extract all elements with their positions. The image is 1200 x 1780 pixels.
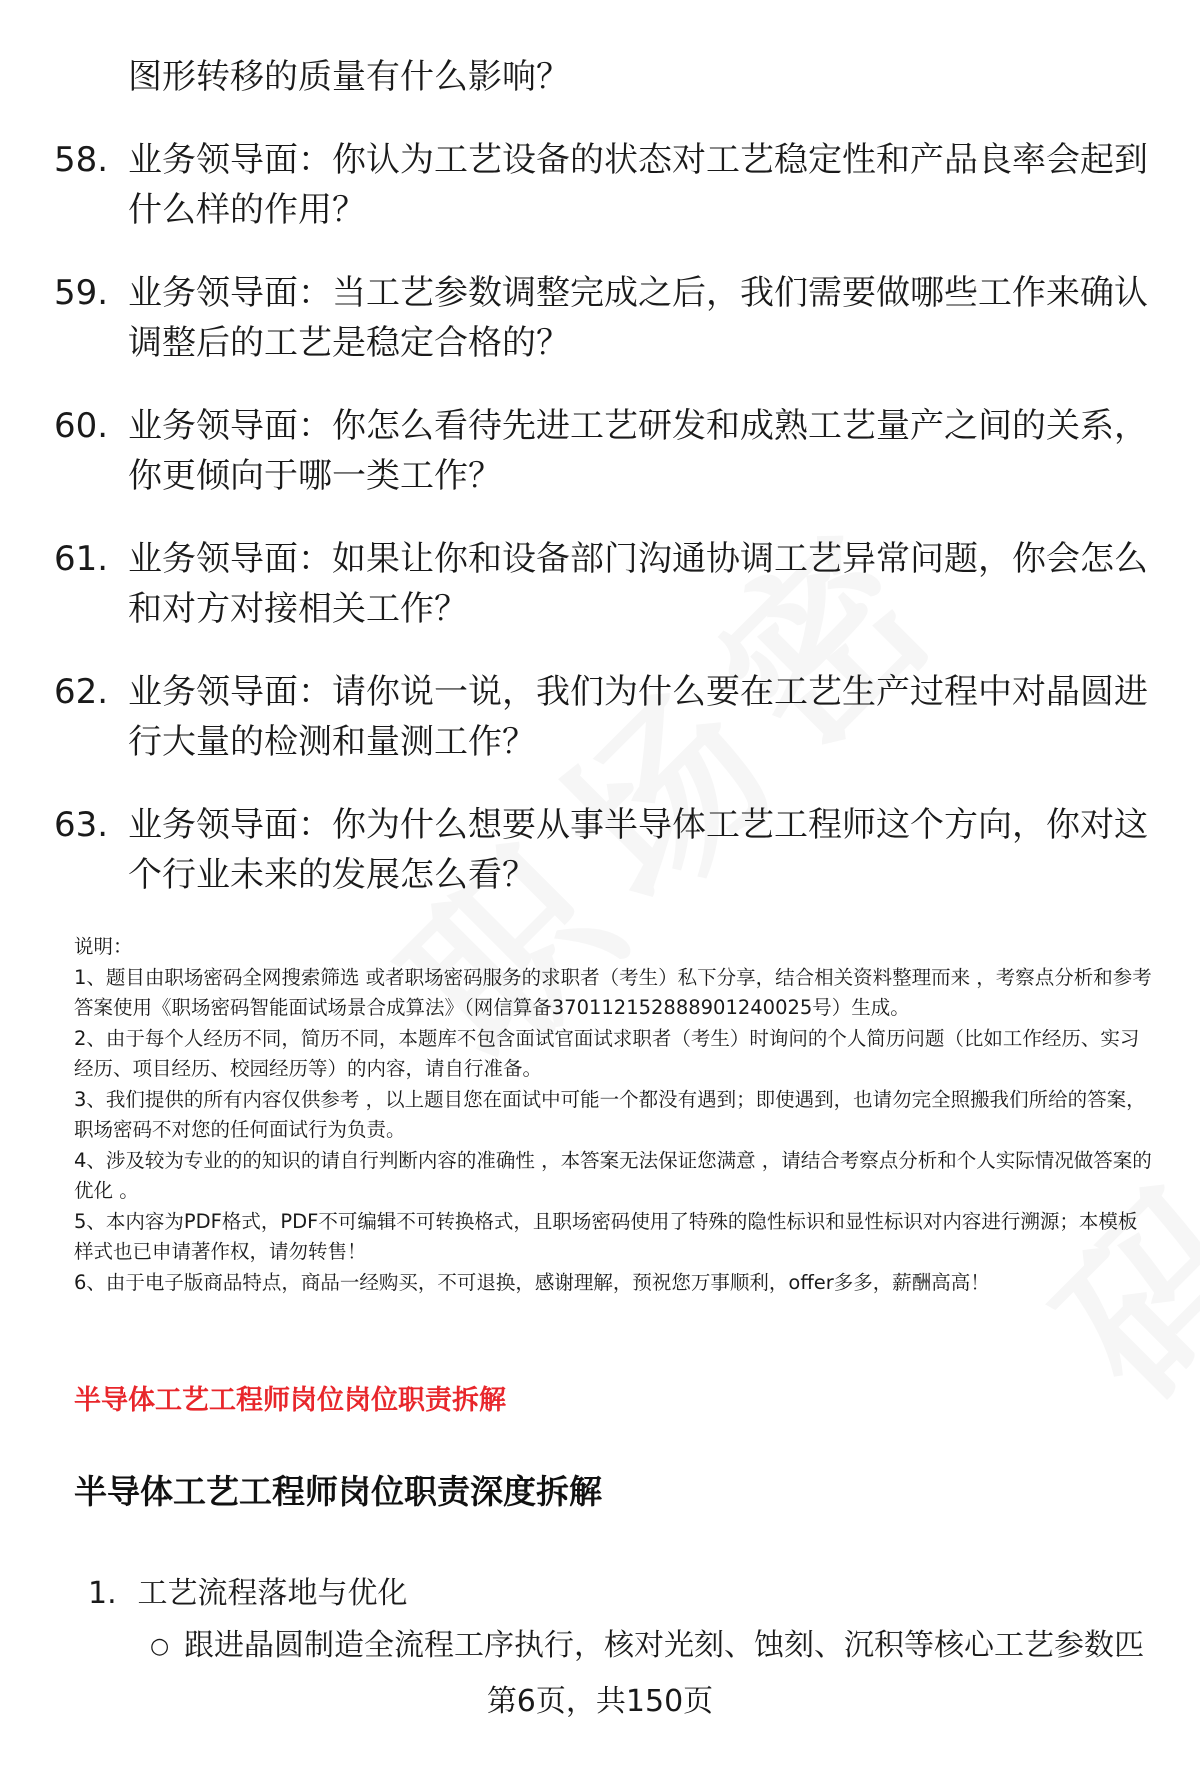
question-continuation: 图形转移的质量有什么影响？: [128, 57, 570, 97]
question-text: 业务领导面：你为什么想要从事半导体工艺工程师这个方向，你对这个行业未来的发展怎么看？: [128, 805, 1148, 895]
question-item: [0, 667, 1158, 767]
notes-title: 说明：: [74, 935, 133, 958]
note-item: 2、由于每个人经历不同，简历不同，本题库不包含面试官面试求职者（考生）时询问的个人简历问题（比如工作经历、实习经历、项目经历、校园经历等）的内容，请自行准备。: [74, 1026, 1140, 1080]
question-item: [0, 268, 1158, 368]
question-text: 业务领导面：请你说一说，我们为什么要在工艺生产过程中对晶圆进行大量的检测和量测工作？: [128, 672, 1148, 762]
disclaimer-notes: [74, 932, 1154, 1298]
note-item: 5、本内容为PDF格式，PDF不可编辑不可转换格式，且职场密码使用了特殊的隐性标识和显性标识对内容进行溯源；本模板样式也已申请著作权，请勿转售！: [74, 1209, 1138, 1263]
list-number: 1.: [88, 1576, 117, 1611]
red-section-heading: 半导体工艺工程师岗位岗位职责拆解: [74, 1385, 506, 1416]
question-number: 62.: [54, 672, 109, 712]
section-title: 半导体工艺工程师岗位职责深度拆解: [74, 1472, 602, 1511]
question-text: 业务领导面：你怎么看待先进工艺研发和成熟工艺量产之间的关系，你更倾向于哪一类工作？: [128, 406, 1148, 496]
question-list: [0, 52, 1200, 900]
list-item-text: 工艺流程落地与优化: [137, 1576, 408, 1611]
question-item: [0, 135, 1158, 235]
note-item: 3、我们提供的所有内容仅供参考 ，以上题目您在面试中可能一个都没有遇到；即使遇到，也请勿完全照搬我们所给的答案，职场密码不对您的任何面试行为负责。: [74, 1087, 1146, 1141]
question-text: 业务领导面：当工艺参数调整完成之后，我们需要做哪些工作来确认调整后的工艺是稳定合格的？: [128, 273, 1148, 363]
question-text: 业务领导面：如果让你和设备部门沟通协调工艺异常问题，你会怎么和对方对接相关工作？: [128, 539, 1148, 629]
question-number: 58.: [54, 140, 109, 180]
question-item: [0, 800, 1158, 900]
bullet-item: [150, 1620, 1160, 1664]
question-text: 业务领导面：你认为工艺设备的状态对工艺稳定性和产品良率会起到什么样的作用？: [128, 140, 1148, 230]
bullet-text: 跟进晶圆制造全流程工序执行，核对光刻、蚀刻、沉积等核心工艺参数匹: [184, 1628, 1144, 1663]
note-item: 4、涉及较为专业的的知识的请自行判断内容的准确性 ，本答案无法保证您满意 ，请结合考察点分析和个人实际情况做答案的优化 。: [74, 1148, 1152, 1202]
question-number: 59.: [54, 273, 109, 313]
question-number: 63.: [54, 805, 109, 845]
question-item: [0, 534, 1158, 634]
note-item: 1、题目由职场密码全网搜索筛选 或者职场密码服务的求职者（考生）私下分享，结合相关资料整理而来 ，考察点分析和参考答案使用《职场密码智能面试场景合成算法》（网信算备370112152888901240025号）生成。: [74, 965, 1152, 1019]
question-item: [0, 401, 1158, 501]
page-footer: 第6页，共150页: [486, 1684, 714, 1719]
ordered-list-item: [88, 1568, 408, 1612]
question-number: 61.: [54, 539, 109, 579]
note-item: 6、由于电子版商品特点，商品一经购买，不可退换，感谢理解，预祝您万事顺利，offer多多，薪酬高高！: [74, 1270, 990, 1294]
question-number: 60.: [54, 406, 109, 446]
bullet-circle-icon: ○: [150, 1634, 170, 1659]
